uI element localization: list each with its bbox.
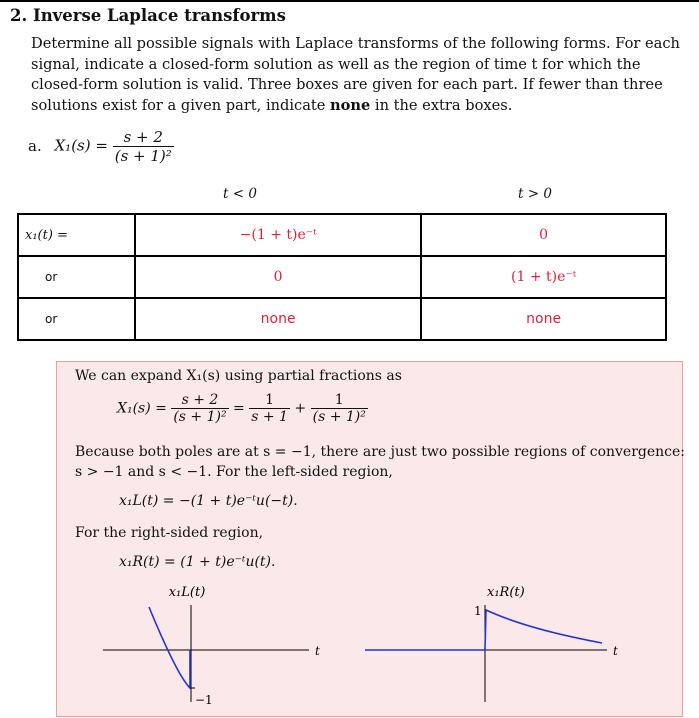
- right-plot-ytick-label: 1: [474, 604, 482, 618]
- solution-paragraph-3: For the right-sided region,: [75, 525, 264, 541]
- solution-box: [56, 361, 686, 717]
- right-plot-xlabel: t: [613, 644, 618, 658]
- problem-heading: 2. Inverse Laplace transforms: [10, 6, 286, 25]
- answer-box-right[interactable]: none: [421, 298, 666, 340]
- left-plot-curve: [149, 607, 190, 688]
- part-a-fraction: [113, 128, 174, 165]
- fraction-2: [249, 392, 290, 425]
- left-plot-xlabel: t: [315, 644, 320, 658]
- answer-box-left[interactable]: 0: [135, 256, 421, 298]
- fraction-2-den: s + 1: [251, 409, 288, 425]
- solution-paragraph-1: Because both poles are at s = −1, there are just two possible regions of convergence:: [75, 444, 686, 460]
- answer-box-left[interactable]: none: [135, 298, 421, 340]
- answer-row: [18, 256, 666, 298]
- intro-text-bold: none: [330, 96, 371, 114]
- row-label: or: [18, 256, 135, 298]
- answer-box-right[interactable]: 0: [421, 214, 666, 256]
- column-header-left: t < 0: [223, 186, 257, 202]
- answer-box-right[interactable]: (1 + t)e⁻ᵗ: [421, 256, 666, 298]
- solution-line-1: We can expand X₁(s) using partial fractions as: [75, 368, 402, 384]
- left-plot-ytick-label: −1: [195, 693, 213, 707]
- left-sided-equation: x₁L(t) = −(1 + t)e⁻ᵗu(−t).: [119, 493, 298, 509]
- partial-fraction-equation: [117, 392, 368, 425]
- fraction-1: [171, 392, 228, 425]
- equals-sign: =: [233, 400, 245, 417]
- fraction-3: [311, 392, 368, 425]
- column-header-right: t > 0: [518, 186, 552, 202]
- answer-row: [18, 214, 666, 256]
- left-plot-title: x₁L(t): [168, 585, 206, 600]
- problem-intro: [31, 34, 681, 116]
- fraction-3-num: 1: [334, 392, 344, 408]
- fraction-1-den: (s + 1)²: [173, 409, 227, 425]
- row-label: x₁(t) =: [18, 214, 135, 256]
- intro-text-post: in the extra boxes.: [370, 96, 513, 114]
- answer-row: [18, 298, 666, 340]
- answer-box-left[interactable]: −(1 + t)e⁻ᵗ: [135, 214, 421, 256]
- fraction-3-den: (s + 1)²: [312, 409, 366, 425]
- fraction-2-num: 1: [265, 392, 275, 408]
- part-a-equation: [28, 128, 174, 165]
- right-sided-equation: x₁R(t) = (1 + t)e⁻ᵗu(t).: [119, 554, 276, 570]
- part-a-denominator: (s + 1)²: [114, 147, 172, 165]
- part-a-lhs: X₁(s) =: [54, 136, 108, 155]
- signal-plots: [57, 577, 682, 712]
- intro-text-pre: Determine all possible signals with Laplace transforms of the following forms. For each signal, indicate a closed-form solution as well as the region of time t for which the closed-form solution is valid. Three boxes are given for each part. If fewer than three solutions exist for a given part, indicate: [31, 35, 680, 114]
- fraction-1-num: s + 2: [181, 392, 219, 408]
- right-plot-curve: [365, 610, 602, 650]
- top-rule: [0, 0, 699, 2]
- solution-paragraph-2: s > −1 and s < −1. For the left-sided region,: [75, 464, 393, 480]
- part-a-label: a.: [28, 136, 42, 155]
- part-a-numerator: s + 2: [123, 128, 163, 146]
- eq-lhs: X₁(s) =: [117, 400, 167, 417]
- row-label: or: [18, 298, 135, 340]
- right-plot-title: x₁R(t): [487, 585, 525, 600]
- plus-sign: +: [294, 400, 307, 417]
- answer-table: [17, 213, 667, 341]
